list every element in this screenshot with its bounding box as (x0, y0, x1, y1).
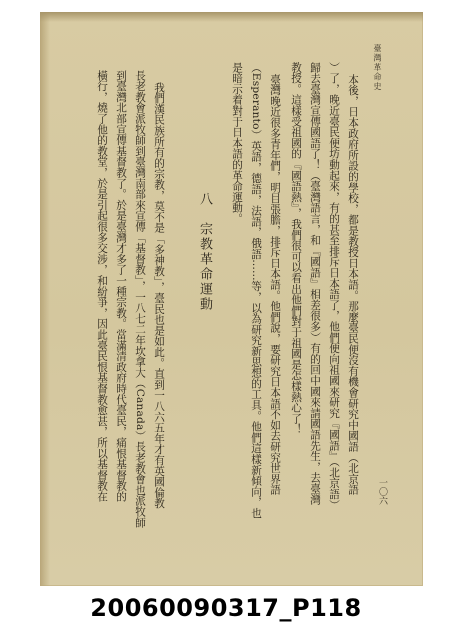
text-column: 教授。這樣受祖國的『國語熱』，我們很可以看出他們對于祖國是怎樣熱心了！ (290, 62, 302, 435)
page-shadow-left (40, 12, 50, 586)
text-column: 到臺灣北部宣傳基督教了。於是臺灣才多了一種宗教。當滿清政府時代臺民，痛恨基督教的 (115, 70, 127, 502)
text-column: 歸去臺灣宣傳國語了！（臺灣語言，和『國語』相差很多）有的回中國來請國語先生，去臺灣 (309, 62, 321, 505)
text-column: （Esperanto）英語，德語，法語，俄語……等，以為研究新思想的工具。他們這樣新傾向，也 (250, 62, 262, 519)
text-column: 我們漢民族所有的宗教，莫不是「多神教」，臺民也是如此。直到一八六五年才有英國倫教 (153, 82, 165, 509)
text-column: 橫行，燒了他的教堂，於是引起很多交涉，和紛爭，因此臺民恨基督教愈甚，所以基督教在 (96, 70, 108, 502)
text-column: 臺灣晚近很多青年們，明目張膽，排斥日本語。他們說，要研究日本語不如去研究世界語 (269, 74, 281, 496)
section-heading: 八 宗教革命運動 (197, 192, 212, 312)
text-column: ）了，晚近臺民便坊動起來，有的甚至排斥日本語了，他們便向祖國來研究『國語』（北京語） (328, 62, 340, 511)
image-caption: 20060090317_P118 (90, 594, 362, 622)
running-head: 臺灣革命史 (373, 44, 382, 92)
page-shadow-top (40, 12, 423, 22)
text-column: 本後，日本政府所設的學校，都是教授日本語。那麼臺民便沒有機會研究中國語（北京語 (347, 74, 359, 496)
page-number: 一〇六 (377, 478, 387, 505)
text-column: 長老教會派牧師到臺灣南部來宣傳「基督教」，一八七二年坎拿大（Canada）長老教會也派牧師 (134, 70, 146, 528)
text-column: 是暗示着對于日本語的革命運動。 (231, 62, 243, 224)
